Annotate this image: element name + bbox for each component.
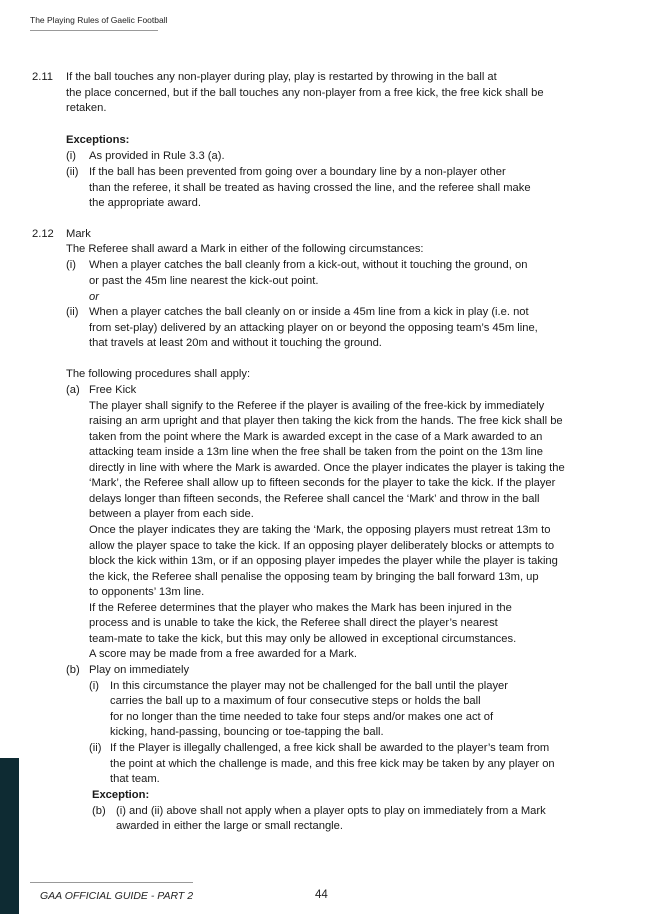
page-number: 44: [315, 889, 328, 901]
list-item-text: kicking, hand-passing, bouncing or toe-tapping the ball.: [110, 726, 384, 738]
footer-divider: [30, 882, 193, 883]
list-item-text: for no longer than the time needed to take four steps and/or makes one act of: [110, 711, 494, 723]
paragraph-line: process and is unable to take the kick, the Referee shall direct the player’s nearest: [89, 617, 498, 629]
subsection-title: Free Kick: [89, 384, 137, 396]
exception-heading: Exception:: [92, 789, 150, 801]
rule-text-line: the place concerned, but if the ball touches any non-player from a free kick, the free kick shall be: [66, 87, 544, 99]
procedures-intro: The following procedures shall apply:: [66, 368, 251, 380]
list-label: (ii): [89, 742, 102, 754]
list-item-text: that team.: [110, 773, 160, 785]
list-item-text: In this circumstance the player may not be challenged for the ball until the player: [110, 680, 508, 692]
running-header: The Playing Rules of Gaelic Football: [30, 15, 168, 25]
list-item-text: When a player catches the ball cleanly from a kick-out, without it touching the ground, on: [89, 259, 528, 271]
rule-intro: The Referee shall award a Mark in either of the following circumstances:: [66, 243, 424, 255]
exceptions-heading: Exceptions:: [66, 134, 130, 146]
rule-title: Mark: [66, 228, 91, 240]
list-item-text: When a player catches the ball cleanly on or inside a 45m line from a kick in play (i.e. not: [89, 306, 529, 318]
list-label: (a): [66, 384, 80, 396]
list-label: (ii): [66, 166, 79, 178]
paragraph-line: the kick, the Referee shall penalise the opposing team by bringing the ball forward 13m, up: [89, 571, 539, 583]
list-label: (b): [92, 805, 106, 817]
list-item-text: awarded in either the large or small rectangle.: [116, 820, 343, 832]
list-item-text: If the Player is illegally challenged, a free kick shall be awarded to the player’s team from: [110, 742, 550, 754]
list-item-text: the point at which the challenge is made, and this free kick may be taken by any player on: [110, 758, 555, 770]
subsection-title: Play on immediately: [89, 664, 190, 676]
paragraph-line: between a player from each side.: [89, 508, 254, 520]
list-label: (i): [89, 680, 99, 692]
list-item-text: that travels at least 20m and without it touching the ground.: [89, 337, 382, 349]
paragraph-line: A score may be made from a free awarded for a Mark.: [89, 648, 357, 660]
paragraph-line: Once the player indicates they are taking the ‘Mark, the opposing players must retreat 13m to: [89, 524, 551, 536]
paragraph-line: If the Referee determines that the player who makes the Mark has been injured in the: [89, 602, 512, 614]
paragraph-line: directly in line with where the Mark is awarded. Once the player indicates the player is taking the: [89, 462, 565, 474]
or-text: or: [89, 291, 99, 303]
paragraph-line: The player shall signify to the Referee if the player is availing of the free-kick by immediately: [89, 400, 545, 412]
rule-text-line: retaken.: [66, 102, 107, 114]
paragraph-line: ‘Mark’, the Referee shall allow up to fifteen seconds for the player to take the kick. If the player: [89, 477, 556, 489]
list-item-text: than the referee, it shall be treated as having crossed the line, and the referee shall make: [89, 182, 531, 194]
list-label: (ii): [66, 306, 79, 318]
header-divider: [30, 30, 158, 31]
rule-text-line: If the ball touches any non-player during play, play is restarted by throwing in the ball at: [66, 71, 497, 83]
list-item-text: from set-play) delivered by an attacking player on or beyond the opposing team’s 45m line,: [89, 322, 538, 334]
rule-number: 2.11: [32, 71, 53, 83]
rule-number: 2.12: [32, 228, 54, 240]
list-item-text: the appropriate award.: [89, 197, 201, 209]
paragraph-line: block the kick within 13m, or if an opposing player impedes the player while the player is taking: [89, 555, 558, 567]
list-label: (i): [66, 150, 76, 162]
footer-guide-title: GAA OFFICIAL GUIDE - PART 2: [40, 890, 194, 902]
list-item-text: carries the ball up to a maximum of four consecutive steps or holds the ball: [110, 695, 481, 707]
paragraph-line: taken from the point where the Mark is awarded except in the case of a Mark awarded to an: [89, 431, 543, 443]
paragraph-line: delays longer than fifteen seconds, the Referee shall cancel the ‘Mark’ and throw in the ball: [89, 493, 540, 505]
list-label: (b): [66, 664, 80, 676]
list-item-text: If the ball has been prevented from going over a boundary line by a non-player other: [89, 166, 506, 178]
list-item-text: or past the 45m line nearest the kick-out point.: [89, 275, 319, 287]
paragraph-line: attacking team inside a 13m line when the free shall be taken from the point on the 13m line: [89, 446, 543, 458]
list-item-text: As provided in Rule 3.3 (a).: [89, 150, 225, 162]
page-edge-accent-bar: [0, 758, 19, 914]
paragraph-line: raising an arm upright and that player then taking the kick from the hands. The free kick shall be: [89, 415, 563, 427]
list-item-text: (i) and (ii) above shall not apply when a player opts to play on immediately from a Mark: [116, 805, 546, 817]
paragraph-line: team-mate to take the kick, but this may only be allowed in exceptional circumstances.: [89, 633, 517, 645]
list-label: (i): [66, 259, 76, 271]
paragraph-line: to opponents’ 13m line.: [89, 586, 205, 598]
paragraph-line: allow the player space to take the kick. If an opposing player deliberately blocks or attempts to: [89, 540, 555, 552]
